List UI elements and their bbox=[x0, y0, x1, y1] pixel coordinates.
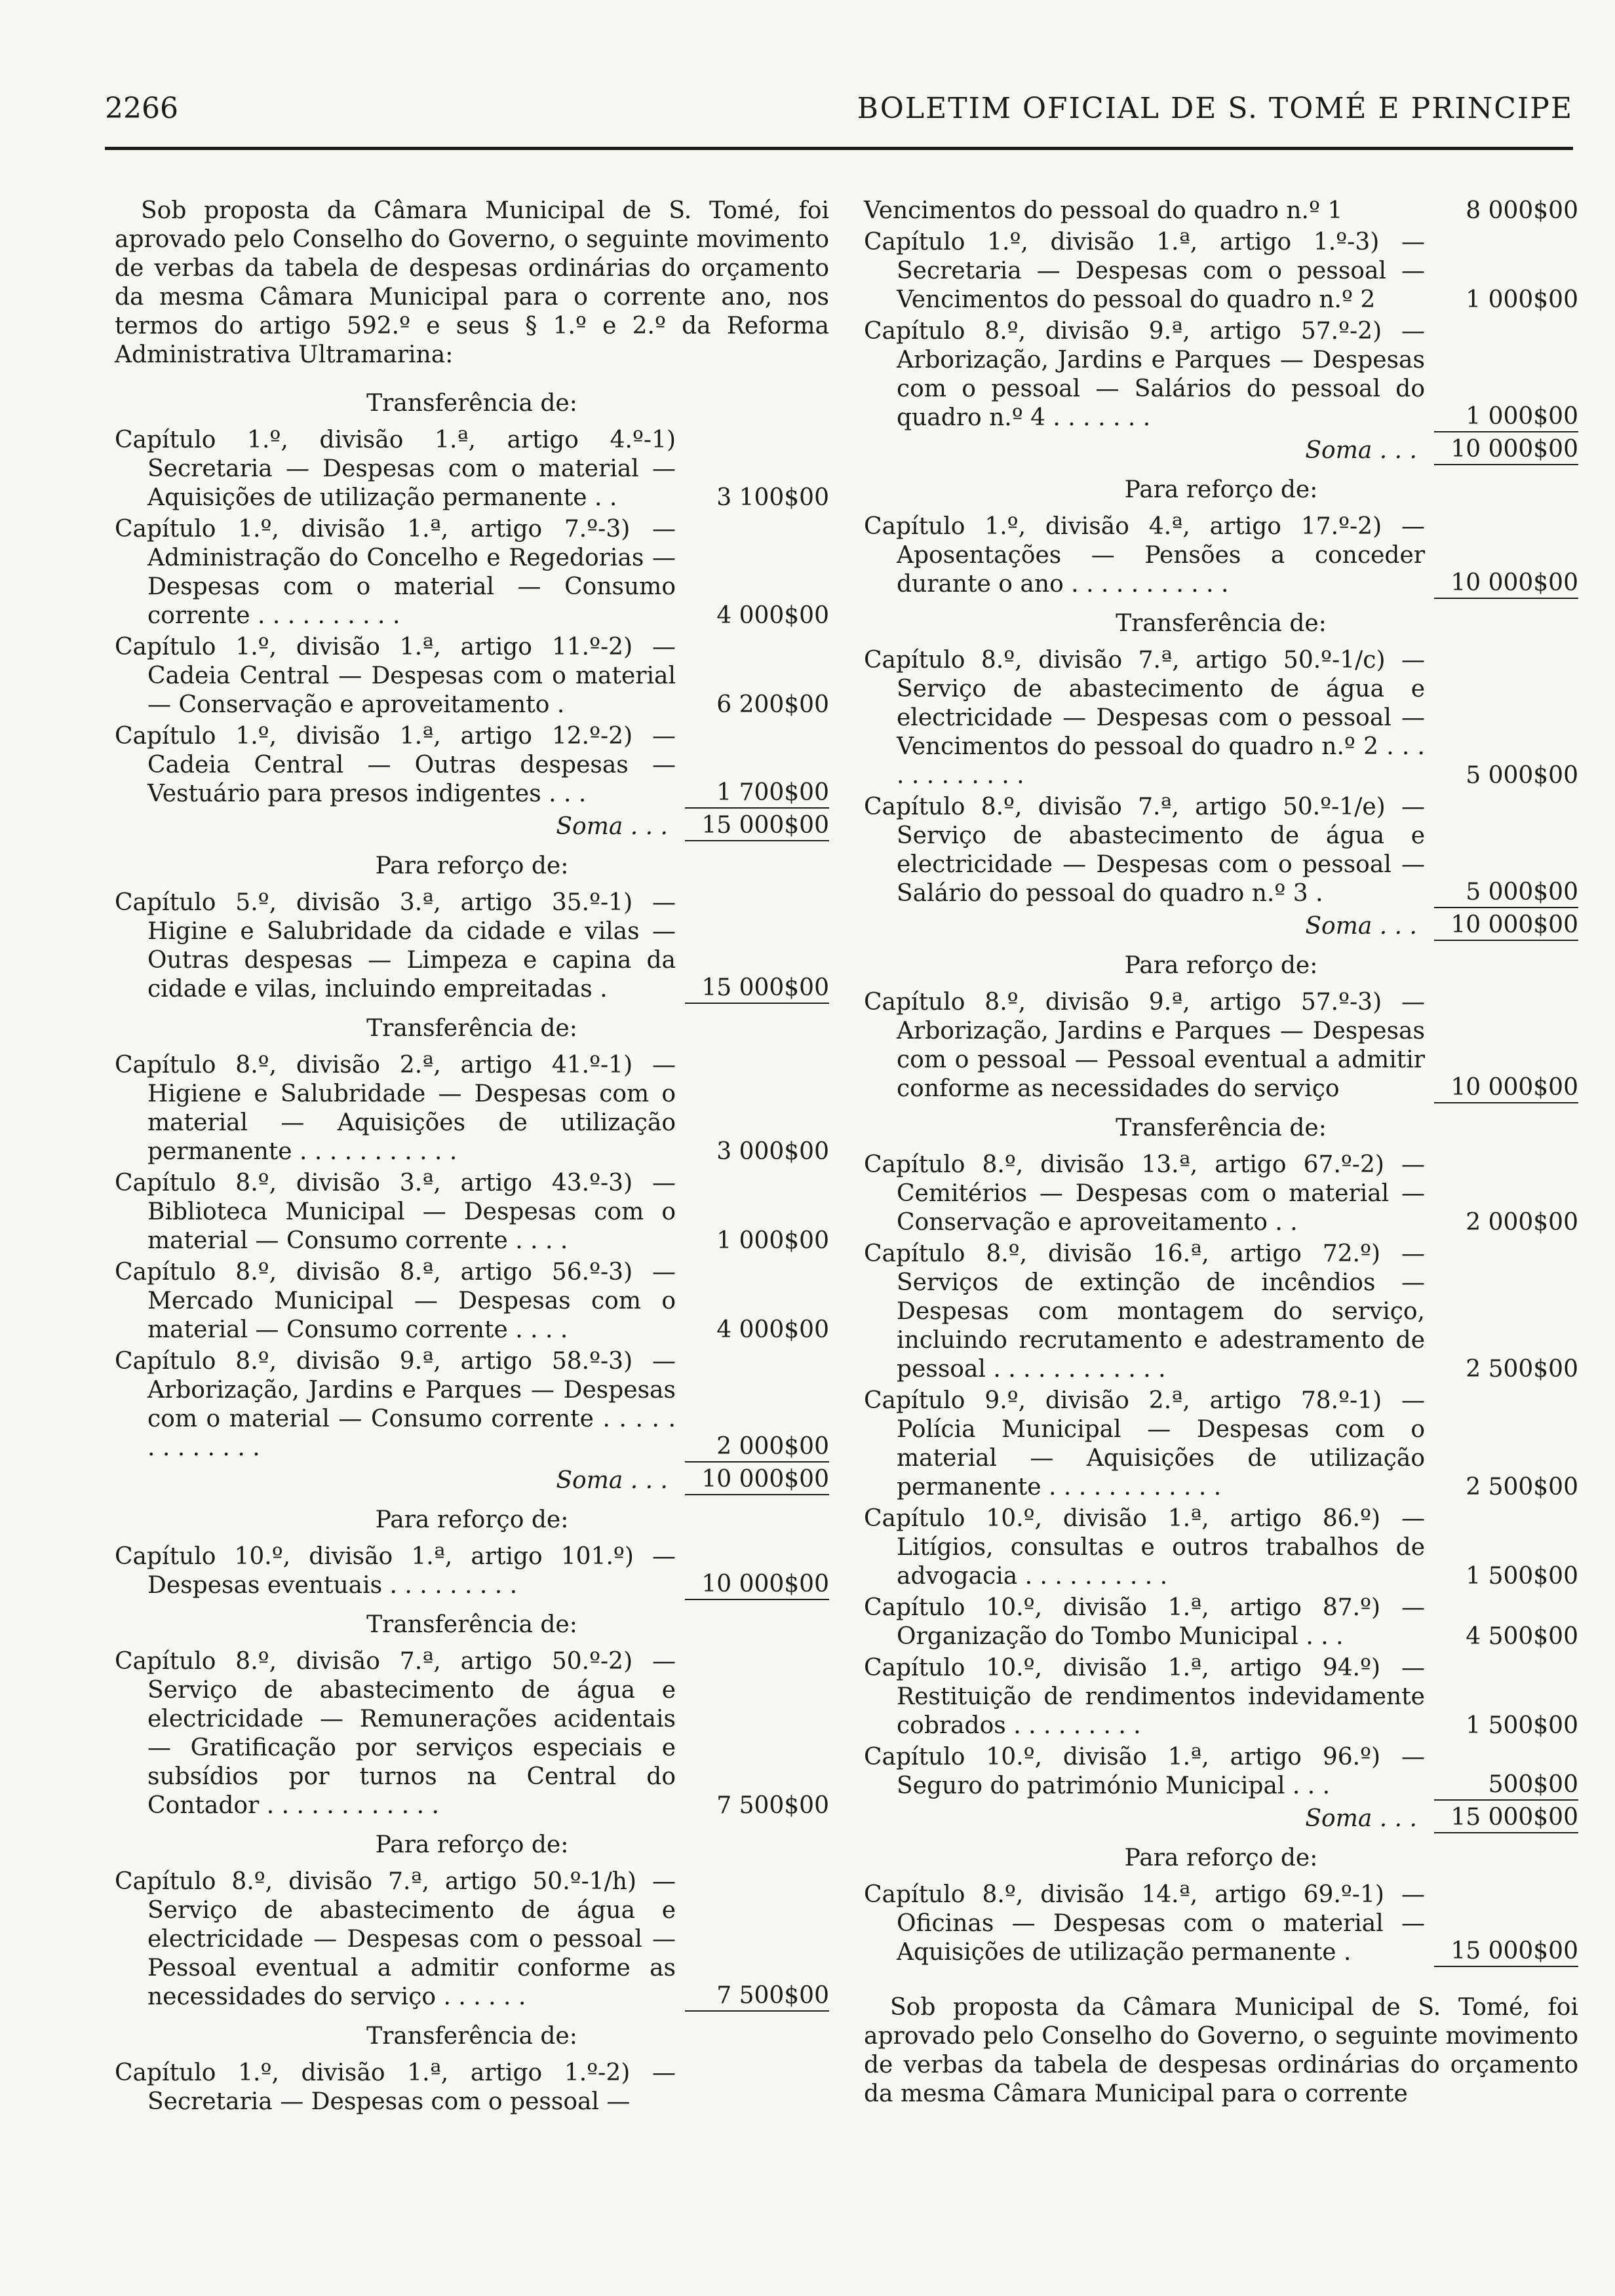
budget-entry bbox=[115, 1867, 829, 2012]
sum-line bbox=[115, 811, 829, 841]
entry-text: Capítulo 10.º, divisão 1.ª, artigo 101.º) — Despesas eventuais . . . . . . . . . bbox=[115, 1543, 676, 1599]
sum-label: Soma . . . bbox=[1305, 913, 1417, 940]
budget-entry bbox=[115, 1542, 829, 1600]
budget-entry bbox=[115, 426, 829, 512]
section-heading: Para reforço de: bbox=[375, 1831, 569, 1858]
entry-text: Capítulo 8.º, divisão 2.ª, artigo 41.º-1) — Higiene e Salubridade — Despesas com o material — Aquisições de utilização permanente . . . . . . . . . . . bbox=[115, 1052, 676, 1165]
entry-text: Capítulo 10.º, divisão 1.ª, artigo 86.º) — Litígios, consultas e outros trabalhos de advogacia . . . . . . . . . . bbox=[864, 1505, 1425, 1590]
sum-line bbox=[864, 911, 1578, 941]
sum-amount: 15 000$00 bbox=[685, 811, 829, 841]
entry-amount: 7 500$00 bbox=[716, 1792, 829, 1819]
entry-amount: 15 000$00 bbox=[685, 974, 829, 1004]
budget-entry bbox=[864, 988, 1578, 1103]
entry-text: Capítulo 8.º, divisão 7.ª, artigo 50.º-1/c) — Serviço de abastecimento de água e electricidade — Despesas com o pessoal — Vencimentos do pessoal do quadro n.º 2 . . . . . . . . . . . . bbox=[864, 647, 1425, 789]
budget-entry bbox=[115, 1169, 829, 1255]
entry-amount: 2 500$00 bbox=[1466, 1356, 1578, 1383]
budget-entry bbox=[115, 633, 829, 719]
entry-amount: 10 000$00 bbox=[1434, 1073, 1578, 1103]
budget-entry bbox=[864, 1387, 1578, 1502]
entry-text: Capítulo 8.º, divisão 7.ª, artigo 50.º-1/h) — Serviço de abastecimento de água e electricidade — Despesas com o pessoal — Pessoal eventual a admitir conforme as necessidades do serviço . . . . . . bbox=[115, 1868, 676, 2010]
entry-text: Capítulo 8.º, divisão 16.ª, artigo 72.º) — Serviços de extinção de incêndios — Despesas com montagem do serviço, incluindo recrutamento e adestramento de pessoal . . . . . . . . . . . . bbox=[864, 1240, 1425, 1383]
entry-text: Capítulo 8.º, divisão 14.ª, artigo 69.º-1) — Oficinas — Despesas com o material — Aquisições de utilização permanente . bbox=[864, 1881, 1425, 1966]
budget-entry bbox=[864, 1594, 1578, 1651]
closing-paragraph: Sob proposta da Câmara Municipal de S. Tomé, foi aprovado pelo Conselho do Governo, o seguinte movimento de verbas da tabela de despesas ordinárias do orçamento da mesma Câmara Municipal para o corrente bbox=[864, 1994, 1578, 2107]
entry-text: Capítulo 8.º, divisão 13.ª, artigo 67.º-2) — Cemitérios — Despesas com o material — Conservação e aproveitamento . . bbox=[864, 1151, 1425, 1236]
entry-amount: 500$00 bbox=[1434, 1770, 1578, 1801]
budget-entry bbox=[115, 1647, 829, 1820]
section-heading: Transferência de: bbox=[1116, 1115, 1327, 1141]
budget-entry bbox=[864, 1881, 1578, 1967]
sum-amount: 10 000$00 bbox=[1434, 435, 1578, 465]
sum-label: Soma . . . bbox=[556, 1467, 668, 1494]
section-heading: Para reforço de: bbox=[1124, 476, 1318, 503]
entry-amount: 1 000$00 bbox=[1466, 286, 1578, 313]
section-heading: Para reforço de: bbox=[375, 852, 569, 879]
section-heading: Transferência de: bbox=[366, 390, 577, 417]
page-number: 2266 bbox=[105, 92, 178, 125]
entry-text: Capítulo 9.º, divisão 2.ª, artigo 78.º-1) — Polícia Municipal — Despesas com o material — Aquisições de utilização permanente . . . . . . . . . . . . bbox=[864, 1387, 1425, 1501]
budget-entry bbox=[864, 1151, 1578, 1237]
budget-entry bbox=[864, 1654, 1578, 1740]
budget-entry bbox=[864, 646, 1578, 790]
sum-line bbox=[864, 1803, 1578, 1833]
entry-text: Capítulo 5.º, divisão 3.ª, artigo 35.º-1) — Higine e Salubridade da cidade e vilas — Outras despesas — Limpeza e capina da cidade e vilas, incluindo empreitadas . bbox=[115, 889, 676, 1003]
entry-text: Capítulo 8.º, divisão 7.ª, artigo 50.º-2) — Serviço de abastecimento de água e electricidade — Remunerações acidentais — Gratificação por serviços especiais e subsídios por turnos na Central do Contador . . . . . . . . . . . . bbox=[115, 1648, 676, 1819]
entry-amount: 2 000$00 bbox=[685, 1432, 829, 1463]
entry-amount: 1 000$00 bbox=[716, 1227, 829, 1254]
entry-amount: 1 700$00 bbox=[685, 778, 829, 809]
entry-amount: 6 200$00 bbox=[716, 691, 829, 718]
entry-text: Capítulo 8.º, divisão 9.ª, artigo 57.º-3) — Arborização, Jardins e Parques — Despesas com o pessoal — Pessoal eventual a admitir conforme as necessidades do serviço bbox=[864, 989, 1425, 1102]
left-column bbox=[115, 197, 829, 2119]
sum-label: Soma . . . bbox=[1305, 437, 1417, 464]
entry-amount: 3 000$00 bbox=[716, 1138, 829, 1165]
entry-amount: 4 000$00 bbox=[716, 602, 829, 629]
sum-amount: 10 000$00 bbox=[685, 1465, 829, 1495]
entry-text: Capítulo 1.º, divisão 1.ª, artigo 11.º-2) — Cadeia Central — Despesas com o material — Conservação e aproveitamento . bbox=[115, 634, 676, 718]
header-rule bbox=[105, 147, 1573, 150]
entry-amount: 3 100$00 bbox=[716, 484, 829, 511]
budget-entry bbox=[115, 1347, 829, 1463]
entry-text: Capítulo 1.º, divisão 1.ª, artigo 1.º-2) — Secretaria — Despesas com o pessoal — bbox=[115, 2059, 676, 2115]
entry-text: Vencimentos do pessoal do quadro n.º 1 bbox=[864, 197, 1343, 224]
section-heading: Para reforço de: bbox=[375, 1506, 569, 1533]
budget-entry bbox=[864, 1504, 1578, 1591]
entry-amount: 2 500$00 bbox=[1466, 1474, 1578, 1501]
budget-entry bbox=[864, 1743, 1578, 1801]
section-heading: Transferência de: bbox=[366, 1611, 577, 1638]
section-heading: Transferência de: bbox=[366, 2023, 577, 2050]
entry-amount: 10 000$00 bbox=[685, 1570, 829, 1600]
section-heading: Transferência de: bbox=[1116, 610, 1327, 637]
budget-entry bbox=[864, 228, 1578, 315]
sum-amount: 10 000$00 bbox=[1434, 911, 1578, 941]
entry-text: Capítulo 10.º, divisão 1.ª, artigo 87.º) — Organização do Tombo Municipal . . . bbox=[864, 1594, 1425, 1650]
entry-amount: 8 000$00 bbox=[1466, 197, 1578, 224]
entry-amount: 4 500$00 bbox=[1466, 1623, 1578, 1650]
budget-entry bbox=[115, 722, 829, 809]
entry-amount: 1 500$00 bbox=[1466, 1712, 1578, 1739]
entry-amount: 15 000$00 bbox=[1434, 1937, 1578, 1967]
entry-text: Capítulo 1.º, divisão 1.ª, artigo 7.º-3) — Administração do Concelho e Regedorias — Despesas com o material — Consumo corrente . . . . . . . . . . bbox=[115, 516, 676, 629]
entry-text: Capítulo 10.º, divisão 1.ª, artigo 96.º) — Seguro do património Municipal . . . bbox=[864, 1744, 1425, 1799]
entry-text: Capítulo 8.º, divisão 7.ª, artigo 50.º-1/e) — Serviço de abastecimento de água e electricidade — Despesas com o pessoal — Salário do pessoal do quadro n.º 3 . bbox=[864, 794, 1425, 907]
section-heading: Transferência de: bbox=[366, 1015, 577, 1042]
entry-amount: 1 500$00 bbox=[1466, 1563, 1578, 1590]
budget-entry bbox=[115, 2059, 829, 2116]
entry-amount: 1 000$00 bbox=[1434, 402, 1578, 432]
entry-text: Capítulo 1.º, divisão 1.ª, artigo 1.º-3) — Secretaria — Despesas com o pessoal — Vencimentos do pessoal do quadro n.º 2 bbox=[864, 229, 1425, 313]
sum-label: Soma . . . bbox=[1305, 1805, 1417, 1832]
right-column bbox=[864, 197, 1578, 2128]
entry-text: Capítulo 8.º, divisão 9.ª, artigo 58.º-3) — Arborização, Jardins e Parques — Despesas com o material — Consumo corrente . . . . . . . . . . . . . bbox=[115, 1348, 676, 1461]
intro-paragraph: Sob proposta da Câmara Municipal de S. Tomé, foi aprovado pelo Conselho do Governo, o seguinte movimento de verbas da tabela de despesas ordinárias do orçamento da mesma Câmara Municipal para o corrente ano, nos termos do artigo 592.º e seus § 1.º e 2.º da Reforma Administrativa Ultramarina: bbox=[115, 197, 829, 368]
budget-entry bbox=[115, 889, 829, 1004]
budget-entry bbox=[864, 317, 1578, 432]
budget-entry bbox=[864, 1240, 1578, 1384]
section-heading: Para reforço de: bbox=[1124, 952, 1318, 979]
journal-title: BOLETIM OFICIAL DE S. TOMÉ E PRINCIPE bbox=[857, 92, 1573, 125]
sum-line bbox=[864, 435, 1578, 465]
entry-amount: 2 000$00 bbox=[1466, 1209, 1578, 1236]
budget-entry bbox=[115, 515, 829, 630]
entry-text: Capítulo 1.º, divisão 1.ª, artigo 12.º-2) — Cadeia Central — Outras despesas — Vestuário para presos indigentes . . . bbox=[115, 723, 676, 807]
budget-entry bbox=[115, 1258, 829, 1345]
sum-amount: 15 000$00 bbox=[1434, 1803, 1578, 1833]
sum-line bbox=[115, 1465, 829, 1495]
section-heading: Para reforço de: bbox=[1124, 1845, 1318, 1871]
budget-entry bbox=[115, 1051, 829, 1166]
budget-entry bbox=[864, 197, 1578, 225]
entry-text: Capítulo 8.º, divisão 3.ª, artigo 43.º-3) — Biblioteca Municipal — Despesas com o material — Consumo corrente . . . . bbox=[115, 1170, 676, 1254]
entry-text: Capítulo 1.º, divisão 1.ª, artigo 4.º-1) Secretaria — Despesas com o material — Aquisições de utilização permanente . . bbox=[115, 427, 676, 511]
entry-text: Capítulo 8.º, divisão 8.ª, artigo 56.º-3) — Mercado Municipal — Despesas com o material — Consumo corrente . . . . bbox=[115, 1259, 676, 1343]
entry-amount: 10 000$00 bbox=[1434, 569, 1578, 599]
budget-entry bbox=[864, 512, 1578, 599]
entry-amount: 5 000$00 bbox=[1466, 762, 1578, 789]
entry-amount: 4 000$00 bbox=[716, 1316, 829, 1343]
entry-amount: 5 000$00 bbox=[1434, 878, 1578, 908]
entry-text: Capítulo 1.º, divisão 4.ª, artigo 17.º-2) — Aposentações — Pensões a conceder durante o ano . . . . . . . . . . . bbox=[864, 513, 1425, 598]
budget-entry bbox=[864, 793, 1578, 908]
entry-amount: 7 500$00 bbox=[685, 1981, 829, 2012]
entry-text: Capítulo 8.º, divisão 9.ª, artigo 57.º-2) — Arborização, Jardins e Parques — Despesas com o pessoal — Salários do pessoal do quadro n.º 4 . . . . . . . bbox=[864, 318, 1425, 431]
entry-text: Capítulo 10.º, divisão 1.ª, artigo 94.º) — Restituição de rendimentos indevidamente cobrados . . . . . . . . . bbox=[864, 1655, 1425, 1739]
sum-label: Soma . . . bbox=[556, 813, 668, 840]
page-header bbox=[105, 92, 1573, 138]
